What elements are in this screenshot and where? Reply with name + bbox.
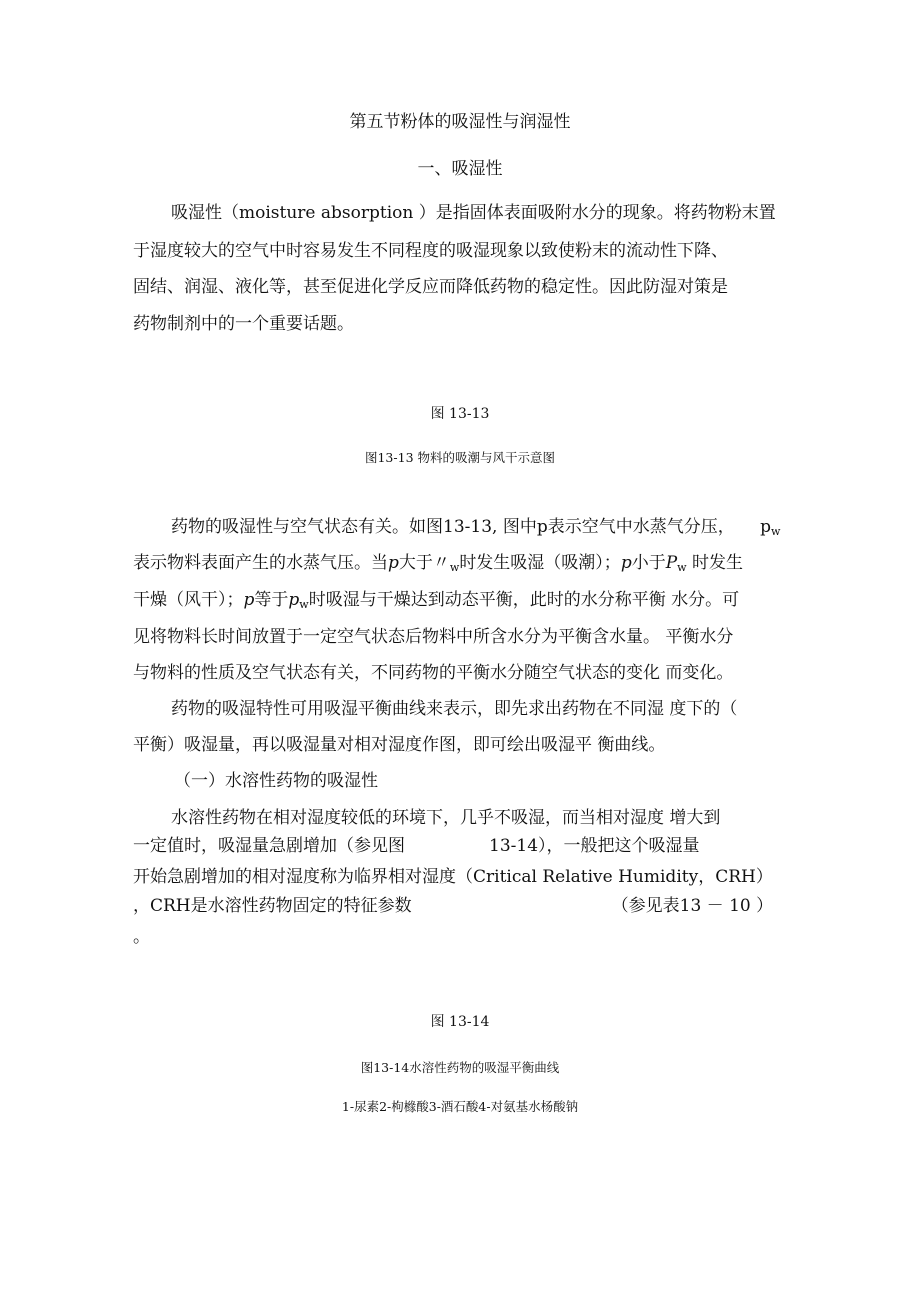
para4-text: ，CRH是水溶性药物固定的特征参数 <box>133 896 412 916</box>
pw-symbol: p <box>760 517 771 537</box>
para4-line-1: 水溶性药物在相对湿度较低的环境下，几乎不吸湿，而当相对湿度 增大到 <box>171 808 721 828</box>
para2-text: 时吸湿与干燥达到动态平衡，此时的水分称平衡 水分。可 <box>308 590 740 610</box>
para2-text: 药物的吸湿性与空气状态有关。如图13-13, 图中p表示空气中水蒸气分压， <box>171 517 735 537</box>
w-subscript: w <box>299 598 309 611</box>
para2-line-4: 见将物料长时间放置于一定空气状态后物料中所含水分为平衡含水量。 平衡水分 <box>133 627 734 647</box>
para1-line-3: 固结、润湿、液化等，甚至促进化学反应而降低药物的稳定性。因此防湿对策是 <box>133 277 728 297</box>
p-symbol: p <box>288 590 300 610</box>
p-symbol: p <box>620 553 632 573</box>
para3-line-2: 平衡）吸湿量，再以吸湿量对相对湿度作图，即可绘出吸湿平 衡曲线。 <box>133 735 666 755</box>
p-symbol: p <box>243 590 255 610</box>
para2-text: 干燥（风干）； <box>133 590 244 610</box>
figure-13-14-legend: 1-尿素2-枸橼酸3-酒石酸4-对氨基水杨酸钠 <box>341 1099 579 1114</box>
para4-line-2 <box>133 831 700 856</box>
para4-text: （参见表13 － 10 ） <box>611 896 774 916</box>
p-symbol: p <box>388 553 399 573</box>
para3-line-1: 药物的吸湿特性可用吸湿平衡曲线来表示，即先求出药物在不同湿 度下的（ <box>171 699 738 719</box>
para2-text: 等于 <box>254 590 289 610</box>
w-subscript: w <box>677 561 687 574</box>
para2-text: 时发生 <box>686 553 743 573</box>
figure-13-13-caption: 图13-13 物料的吸潮与风干示意图 <box>364 450 555 465</box>
para1-line-1: 吸湿性（moisture absorption ）是指固体表面吸附水分的现象。将药物粉末置 <box>171 203 776 223</box>
para4-line-3: 开始急剧增加的相对湿度称为临界相对湿度（Critical Relative Humidity，CRH） <box>133 867 773 887</box>
section-title: 第五节粉体的吸湿性与润湿性 <box>349 112 571 132</box>
para4-line-5: 。 <box>133 927 150 947</box>
w-subscript: w <box>449 561 460 574</box>
para1-line-2: 于湿度较大的空气中时容易发生不同程度的吸湿现象以致使粉末的流动性下降、 <box>133 241 728 261</box>
para2-line-3 <box>133 585 739 611</box>
para2-line-2 <box>133 548 743 574</box>
para2-text: 大于〃 <box>398 553 450 573</box>
para1-line-4: 药物制剂中的一个重要话题。 <box>133 314 354 334</box>
pw-subscript: w <box>771 525 781 538</box>
figure-13-14-caption: 图13-14水溶性药物的吸湿平衡曲线 <box>360 1060 560 1075</box>
para4-line-4 <box>133 891 773 916</box>
para2-text: 时发生吸湿（吸潮）； <box>459 553 621 573</box>
para2-line-1 <box>171 512 780 538</box>
Pw-symbol: P <box>665 553 678 573</box>
para2-text: 表示物料表面产生的水蒸气压。当 <box>133 553 388 573</box>
subheading-water-soluble: （一）水溶性药物的吸湿性 <box>174 771 378 791</box>
figure-13-13-label: 图 13-13 <box>430 406 490 422</box>
para4-text: 13-14），一般把这个吸湿量 <box>489 836 700 856</box>
para4-text: 一定值时，吸湿量急剧增加（参见图 <box>133 836 405 856</box>
subsection-title: 一、吸湿性 <box>417 159 503 179</box>
para2-text: 小于 <box>631 553 666 573</box>
figure-13-14-label: 图 13-14 <box>430 1014 490 1030</box>
para2-line-5: 与物料的性质及空气状态有关，不同药物的平衡水分随空气状态的变化 而变化。 <box>133 663 734 683</box>
